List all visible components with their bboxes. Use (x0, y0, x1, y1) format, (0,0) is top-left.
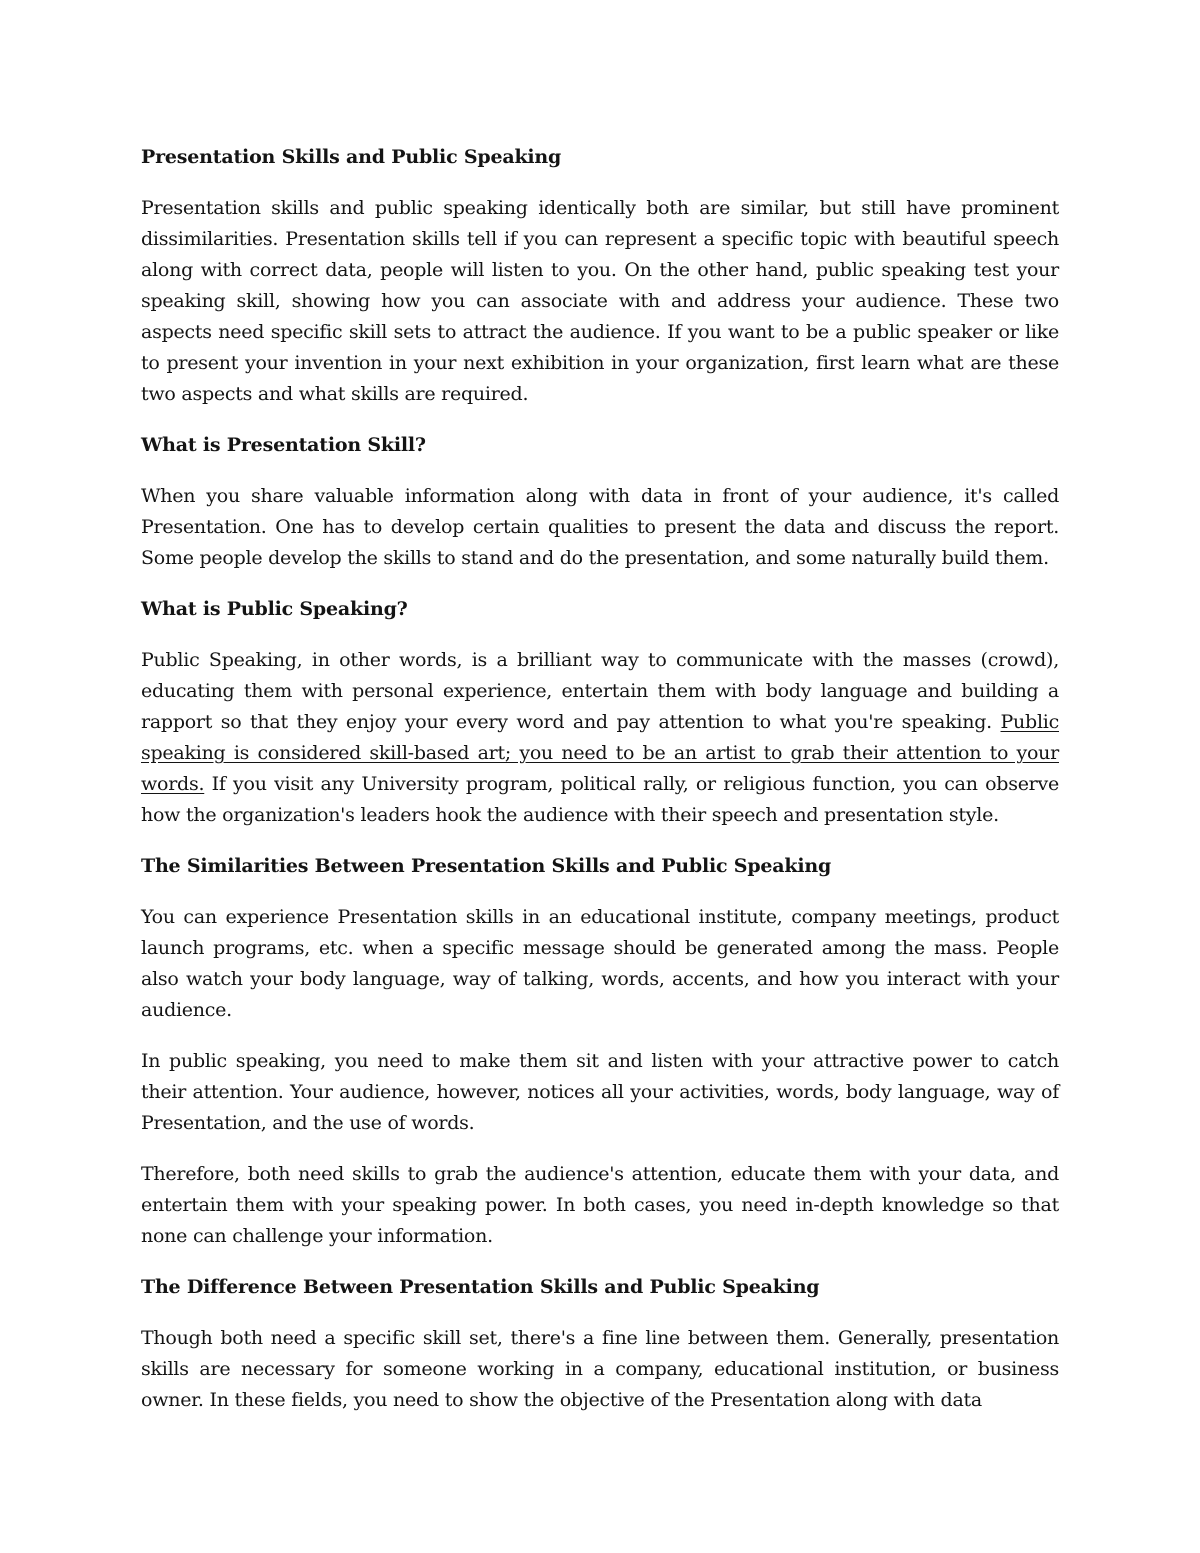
section-body-public-speaking (141, 645, 1059, 831)
section-heading-presentation-skill: What is Presentation Skill? (141, 434, 426, 456)
body-text-end: If you visit any University program, political rally, or religious function, you can observe how the organization's leaders hook the audience with their speech and presentation style. (141, 773, 1059, 826)
difference-paragraph: Though both need a specific skill set, there's a fine line between them. Generally, presentation skills are necessary for someone working in a company, educational institution, or business owner. In these fields, you need to show the objective of the Presentation along with data (141, 1327, 1059, 1411)
similarities-paragraph-3: Therefore, both need skills to grab the audience's attention, educate them with your data, and entertain them with your speaking power. In both cases, you need in-depth knowledge so that none can challenge your information. (141, 1163, 1059, 1247)
intro-paragraph: Presentation skills and public speaking identically both are similar, but still have prominent dissimilarities. Presentation skills tell if you can represent a specific topic with beautiful speech along with correct data, people will listen to you. On the other hand, public speaking test your speaking skill, showing how you can associate with and address your audience. These two aspects need specific skill sets to attract the audience. If you want to be a public speaker or like to present your invention in your next exhibition in your organization, first learn what are these two aspects and what skills are required. (141, 197, 1059, 405)
body-text-start: Public Speaking, in other words, is a brilliant way to communicate with the masses (crowd), educating them with personal experience, entertain them with body language and building a rapport so that they enjoy your every word and pay attention to what you're speaking. (141, 649, 1059, 733)
section-heading-public-speaking: What is Public Speaking? (141, 598, 408, 620)
similarities-paragraph-1: You can experience Presentation skills in an educational institute, company meetings, product launch programs, etc. when a specific message should be generated among the mass. People also watch your body language, way of talking, words, accents, and how you interact with your audience. (141, 906, 1059, 1021)
document-title: Presentation Skills and Public Speaking (141, 146, 562, 168)
section-heading-difference: The Difference Between Presentation Skills and Public Speaking (141, 1276, 820, 1298)
similarities-paragraph-2: In public speaking, you need to make them sit and listen with your attractive power to catch their attention. Your audience, however, notices all your activities, words, body language, way of Presentation, and the use of words. (141, 1050, 1059, 1134)
section-body-presentation-skill: When you share valuable information along with data in front of your audience, it's called Presentation. One has to develop certain qualities to present the data and discuss the report. Some people develop the skills to stand and do the presentation, and some naturally build them. (141, 485, 1059, 569)
document-page (141, 142, 1059, 1436)
underlined-sentence: Public speaking is considered skill-based art; you need to be an artist to grab their attention to your words. (141, 711, 1059, 795)
section-heading-similarities: The Similarities Between Presentation Skills and Public Speaking (141, 855, 832, 877)
